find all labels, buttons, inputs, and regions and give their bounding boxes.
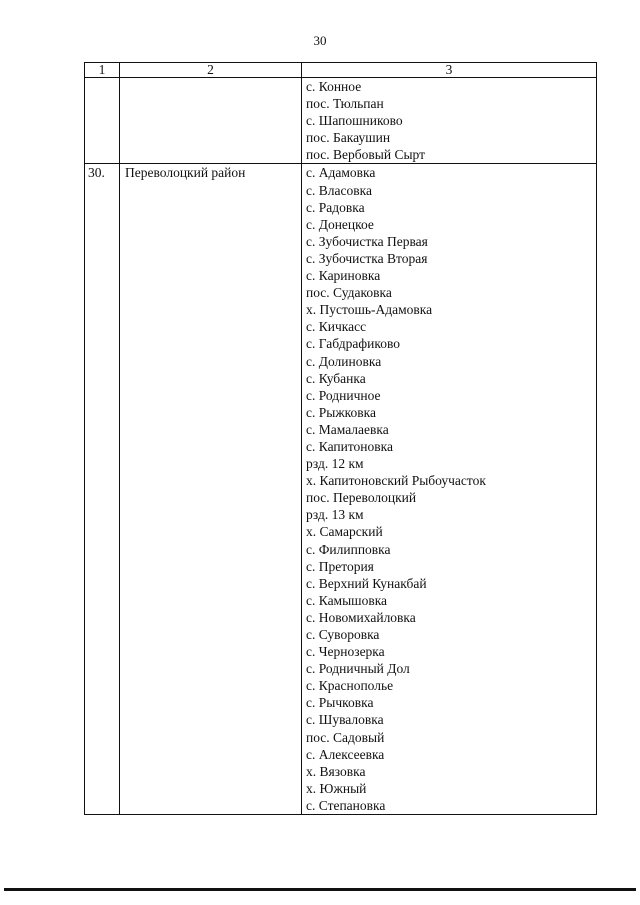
locality: рзд. 12 км xyxy=(306,456,364,472)
localities-cell xyxy=(302,164,597,815)
locality: с. Рыжковка xyxy=(306,404,376,420)
locality: с. Зубочистка Вторая xyxy=(306,250,428,266)
locality: с. Мамалаевка xyxy=(306,421,389,437)
locality: с. Радовка xyxy=(306,199,365,215)
locality: с. Конное xyxy=(306,79,362,94)
locality: с. Камышовка xyxy=(306,592,388,608)
locality: пос. Тюльпан xyxy=(306,96,384,112)
locality: рзд. 13 км xyxy=(306,507,364,523)
locality: х. Капитоновский Рыбоучасток xyxy=(306,473,486,489)
locality: с. Долиновка xyxy=(306,353,382,369)
locality: с. Родничный Дол xyxy=(306,661,410,677)
locality: с. Претория xyxy=(306,558,374,574)
table-row-continuation xyxy=(85,78,597,164)
row-number: 30. xyxy=(85,164,120,815)
locality: с. Новомихайловка xyxy=(306,609,416,625)
locality: с. Шуваловка xyxy=(306,712,384,728)
locality: с. Суворовка xyxy=(306,627,380,642)
header-col-1: 1 xyxy=(85,63,120,78)
locality: с. Родничное xyxy=(306,387,381,403)
locality: х. Южный xyxy=(306,780,367,796)
locality: с. Габдрафиково xyxy=(306,336,400,352)
locality: с. Филипповка xyxy=(306,541,391,557)
locality: пос. Судаковка xyxy=(306,285,392,301)
district-name xyxy=(120,78,302,164)
localities-table xyxy=(84,62,597,815)
page-number: 30 xyxy=(313,33,327,48)
locality: с. Зубочистка Первая xyxy=(306,233,428,249)
footer-rule xyxy=(4,888,636,891)
table-row-perevolotsky xyxy=(85,164,597,815)
locality: с. Верхний Кунакбай xyxy=(306,575,427,591)
locality: с. Власовка xyxy=(306,182,372,198)
locality: с. Чернозерка xyxy=(306,644,385,660)
localities-cell xyxy=(302,78,597,164)
locality: пос. Садовый xyxy=(306,729,385,745)
locality: с. Кичкасс xyxy=(306,319,367,335)
locality: с. Рычковка xyxy=(306,695,374,711)
locality: пос. Вербовый Сырт xyxy=(306,147,426,163)
locality: с. Капитоновка xyxy=(306,438,393,454)
locality: х. Вязовка xyxy=(306,763,366,779)
district-name: Переволоцкий район xyxy=(120,164,302,815)
locality: с. Донецкое xyxy=(306,216,374,232)
locality: х. Самарский xyxy=(306,524,383,540)
locality: с. Алексеевка xyxy=(306,746,385,762)
header-col-3: 3 xyxy=(302,63,597,78)
locality: пос. Бакаушин xyxy=(306,130,391,146)
header-row xyxy=(85,63,597,78)
locality: с. Кубанка xyxy=(306,370,366,386)
header-col-2: 2 xyxy=(120,63,302,78)
locality: с. Степановка xyxy=(306,797,386,813)
locality: х. Пустошь-Адамовка xyxy=(306,302,433,318)
locality: с. Адамовка xyxy=(306,165,376,181)
row-number xyxy=(85,78,120,164)
locality: с. Краснополье xyxy=(306,678,394,694)
locality: пос. Переволоцкий xyxy=(306,490,417,506)
locality: с. Шапошниково xyxy=(306,113,403,129)
locality: с. Кариновка xyxy=(306,268,381,284)
